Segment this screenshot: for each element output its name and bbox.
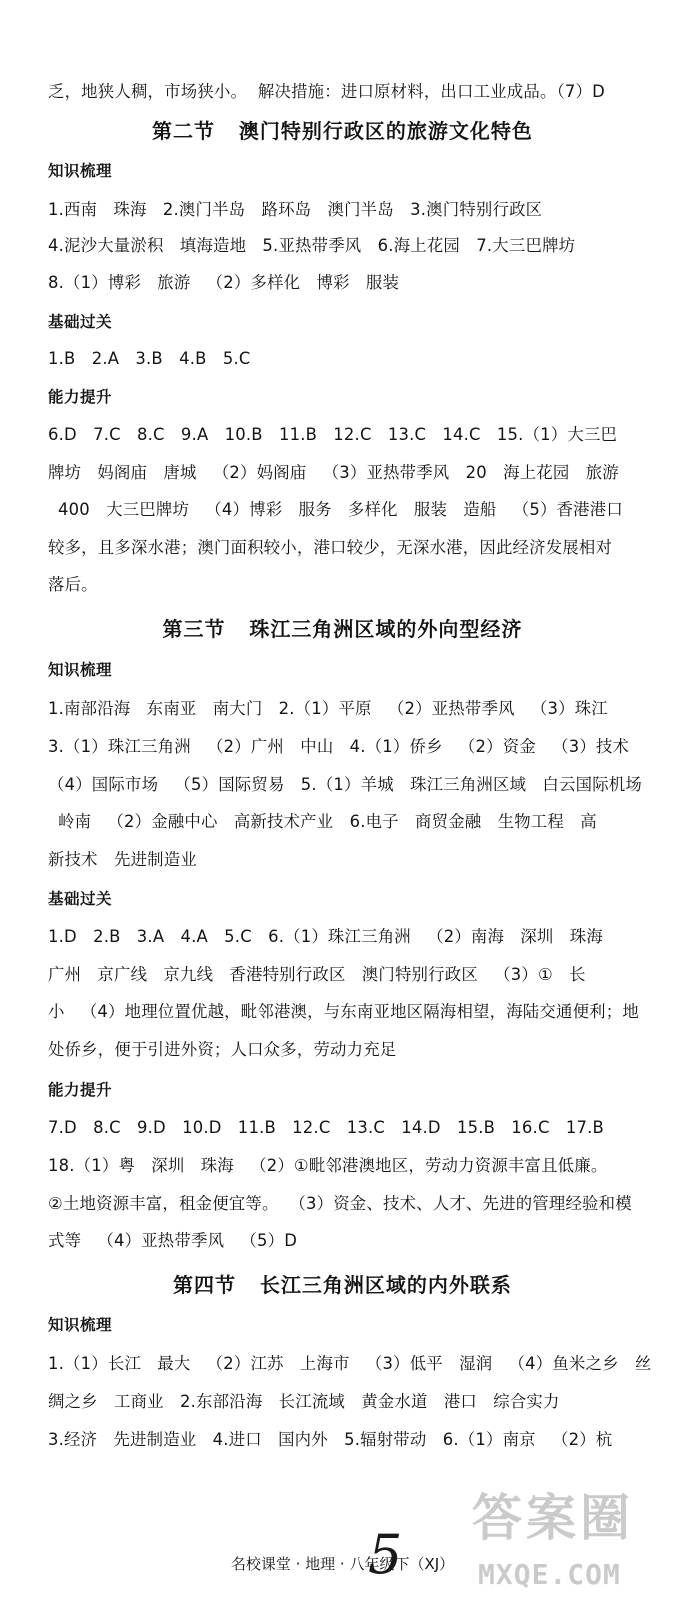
text-line: 较多，且多深水港；澳门面积较小，港口较少，无深水港，因此经济发展相对 [48,538,613,557]
text-line: （4）国际市场 （5）国际贸易 5.（1）羊城 珠江三角洲区域 白云国际机场 [48,775,642,794]
text-line: 乏，地狭人稠，市场狭小。 解决措施：进口原材料，出口工业成品。（7）D [48,82,605,101]
subheading-advanced: 能力提升 [48,1081,113,1099]
text-line: 4.泥沙大量淤积 填海造地 5.亚热带季风 6.海上花园 7.大三巴牌坊 [48,236,576,255]
text-line: 小 （4）地理位置优越，毗邻港澳，与东南亚地区隔海相望，海陆交通便利；地 [48,1002,639,1021]
text-line: 7.D 8.C 9.D 10.D 11.B 12.C 13.C 14.D 15.B 16.C 17.B [48,1118,604,1137]
text-line: 1.南部沿海 东南亚 南大门 2.（1）平原 （2）亚热带季风 （3）珠江 [48,699,608,718]
section-title-2: 第二节 澳门特别行政区的旅游文化特色 [152,119,533,143]
subheading-knowledge: 知识梳理 [48,162,113,180]
text-line: 3.经济 先进制造业 4.进口 国内外 5.辐射带动 6.（1）南京 （2）杭 [48,1430,613,1449]
text-line: ②土地资源丰富，租金便宜等。 （3）资金、技术、人才、先进的管理经验和模 [48,1194,632,1213]
text-line: 1.（1）长江 最大 （2）江苏 上海市 （3）低平 湿润 （4）鱼米之乡 丝 [48,1354,652,1373]
text-line: 18.（1）粤 深圳 珠海 （2）①毗邻港澳地区，劳动力资源丰富且低廉。 [48,1156,608,1175]
watermark [468,1488,678,1596]
page-footer: 名校课堂 · 地理 · 八年级下（XJ） [230,1555,455,1573]
text-line: 6.D 7.C 8.C 9.A 10.B 11.B 12.C 13.C 14.C 15.（1）大三巴 [48,425,618,444]
subheading-basic: 基础过关 [48,313,113,331]
text-line: 新技术 先进制造业 [48,850,197,869]
text-line: 牌坊 妈阁庙 唐城 （2）妈阁庙 （3）亚热带季风 20 海上花园 旅游 [48,463,619,482]
text-line: 岭南 （2）金融中心 高新技术产业 6.电子 商贸金融 生物工程 高 [58,812,597,831]
subheading-knowledge: 知识梳理 [48,1316,113,1334]
text-line: 1.B 2.A 3.B 4.B 5.C [48,349,251,368]
handwritten-page-number: 5 [368,1523,403,1586]
text-line: 400 大三巴牌坊 （4）博彩 服务 多样化 服装 造船 （5）香港港口 [58,500,623,519]
subheading-knowledge: 知识梳理 [48,661,113,679]
text-line: 落后。 [48,575,98,594]
watermark-logo-text: 答案圈 [472,1489,634,1547]
text-line: 式等 （4）亚热带季风 （5）D [48,1231,298,1250]
text-line: 处侨乡，便于引进外资；人口众多，劳动力充足 [48,1040,397,1059]
watermark-url: MXQE.COM [478,1558,621,1591]
text-line: 1.D 2.B 3.A 4.A 5.C 6.（1）珠江三角洲 （2）南海 深圳 珠海 [48,927,603,946]
section-title-3: 第三节 珠江三角洲区域的外向型经济 [162,617,523,641]
text-line: 3.（1）珠江三角洲 （2）广州 中山 4.（1）侨乡 （2）资金 （3）技术 [48,737,630,756]
text-line: 广州 京广线 京九线 香港特别行政区 澳门特别行政区 （3）① 长 [48,965,586,984]
section-title-4: 第四节 长江三角洲区域的内外联系 [173,1273,512,1297]
subheading-advanced: 能力提升 [48,388,113,406]
text-line: 1.西南 珠海 2.澳门半岛 路环岛 澳门半岛 3.澳门特别行政区 [48,200,543,219]
subheading-basic: 基础过关 [48,890,113,908]
text-line: 绸之乡 工商业 2.东部沿海 长江流域 黄金水道 港口 综合实力 [48,1392,560,1411]
text-line: 8.（1）博彩 旅游 （2）多样化 博彩 服装 [48,273,400,292]
